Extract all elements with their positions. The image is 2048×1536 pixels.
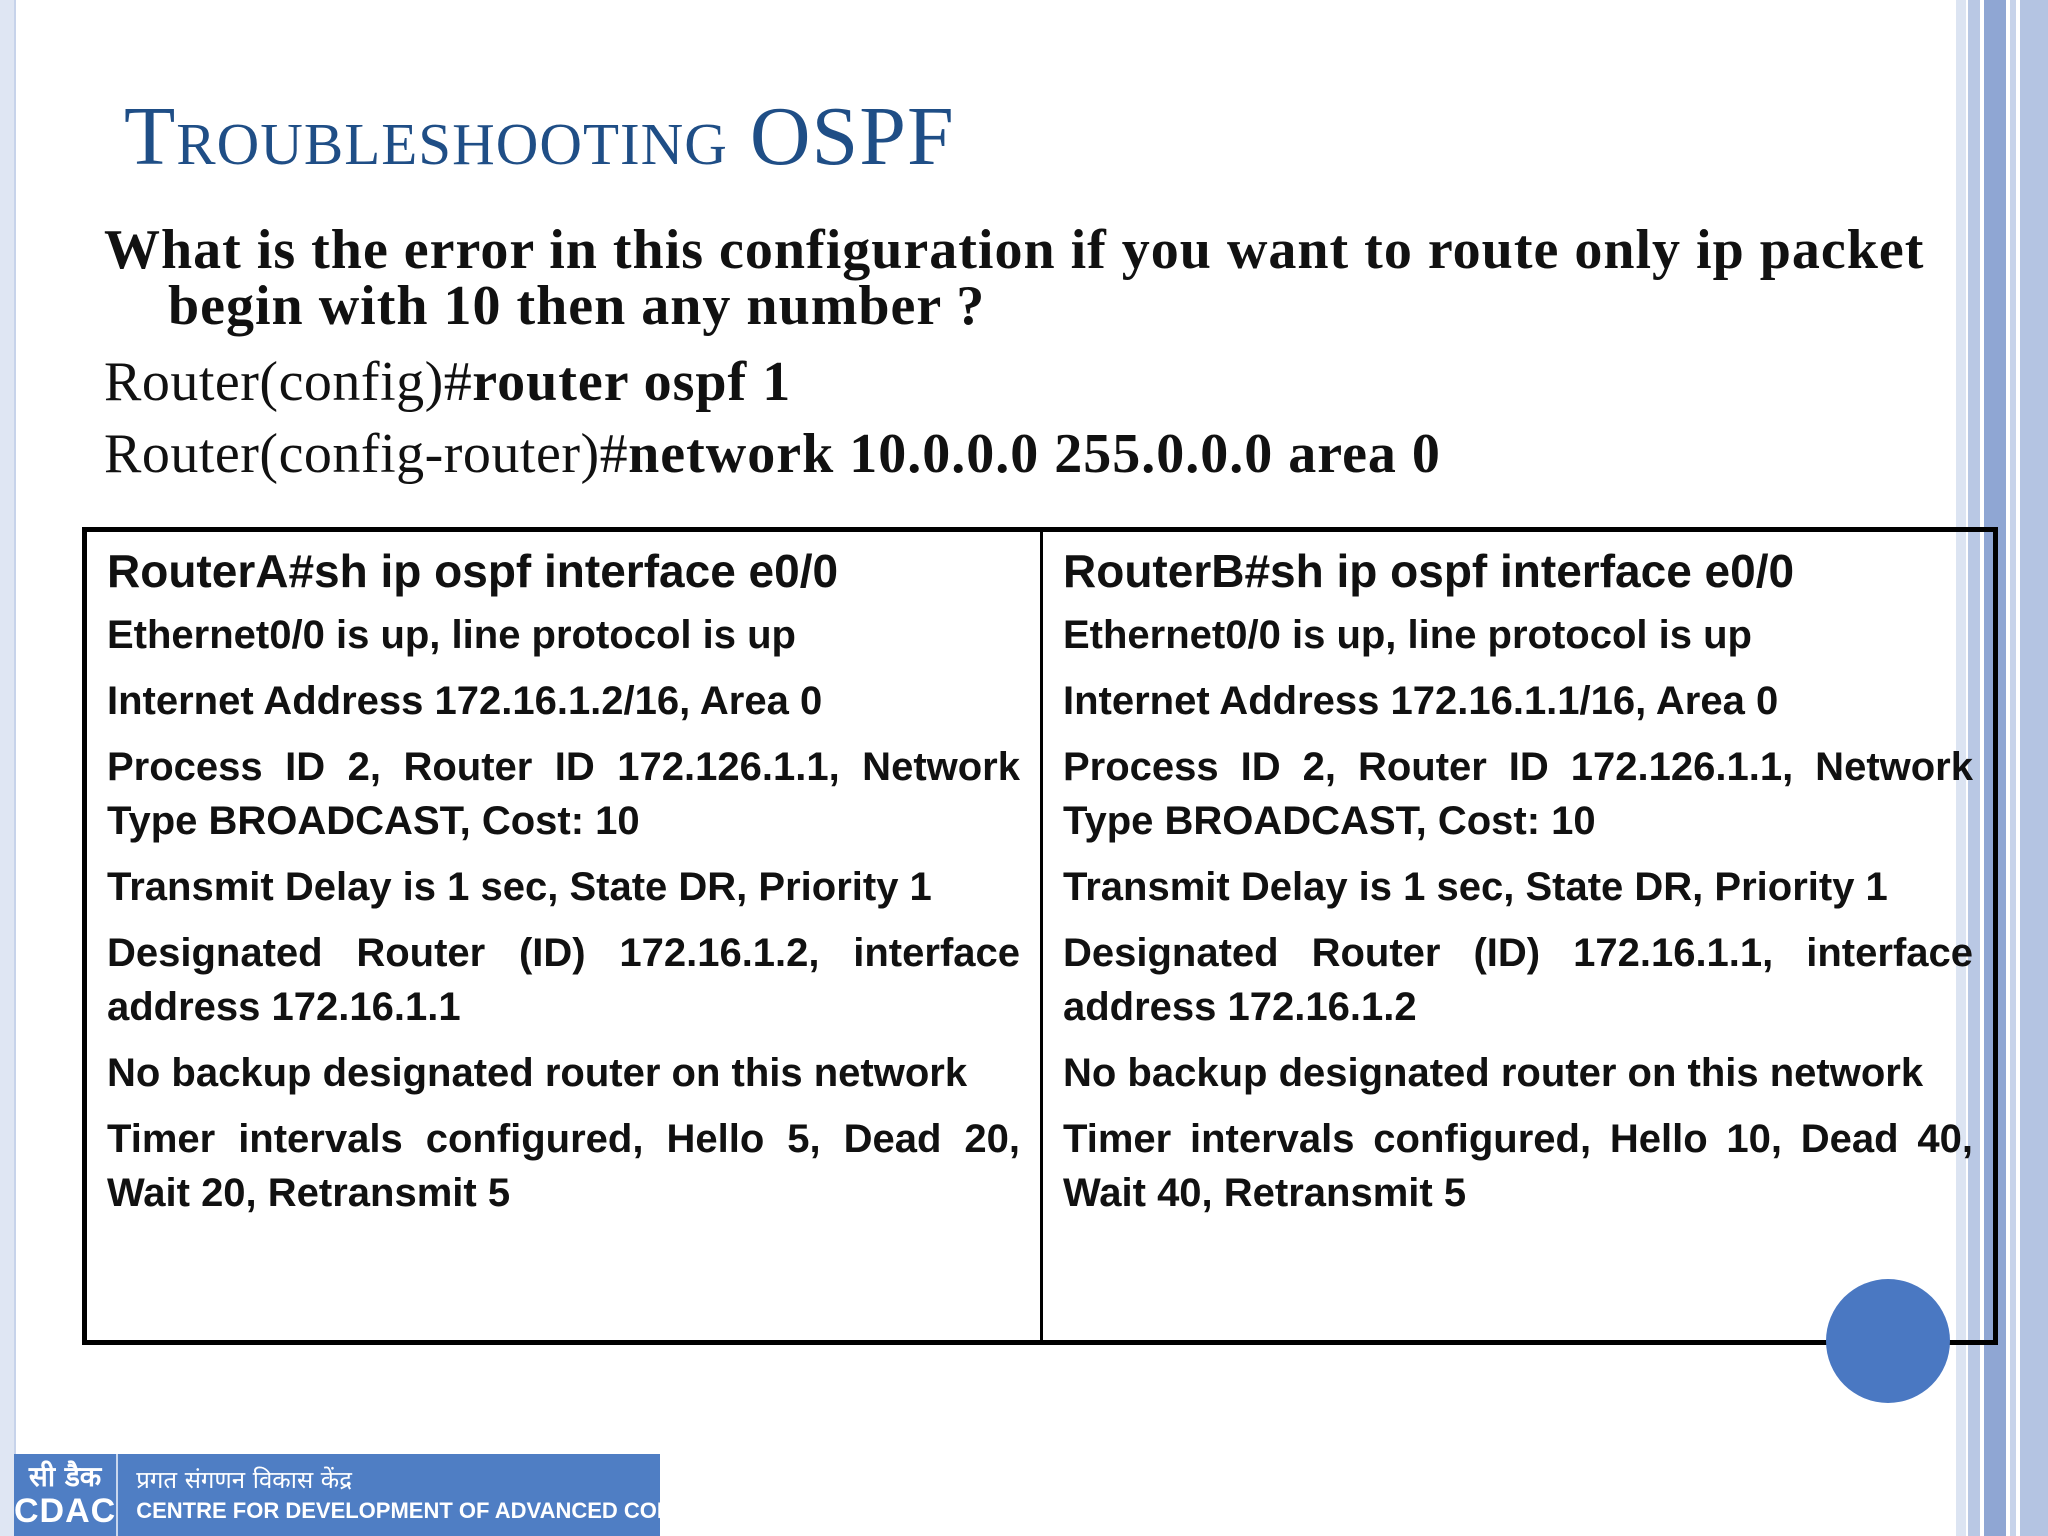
command-text: network 10.0.0.0 255.0.0.0 area 0 bbox=[628, 423, 1441, 485]
command-line-1 bbox=[104, 350, 791, 414]
logo-hindi-name: प्रगत संगणन विकास केंद्र bbox=[136, 1466, 352, 1494]
decorative-circle bbox=[1826, 1279, 1950, 1403]
router-a-line: Designated Router (ID) 172.16.1.2, interface address 172.16.1.1 bbox=[107, 931, 1020, 1029]
stripe bbox=[2020, 0, 2048, 1536]
cdac-logo-text bbox=[118, 1464, 758, 1526]
command-text: router ospf 1 bbox=[472, 351, 792, 413]
router-b-header: RouterB#sh ip ospf interface e0/0 bbox=[1063, 545, 1795, 597]
cdac-logo bbox=[14, 1454, 759, 1536]
router-b-line: Transmit Delay is 1 sec, State DR, Priority 1 bbox=[1063, 865, 1888, 909]
router-b-line: Process ID 2, Router ID 172.126.1.1, Network Type BROADCAST, Cost: 10 bbox=[1063, 745, 1973, 843]
router-b-line: Internet Address 172.16.1.1/16, Area 0 bbox=[1063, 679, 1779, 723]
command-prompt: Router(config)# bbox=[104, 351, 473, 413]
router-a-header: RouterA#sh ip ospf interface e0/0 bbox=[107, 545, 839, 597]
router-b-line: Designated Router (ID) 172.16.1.1, interface address 172.16.1.2 bbox=[1063, 931, 1973, 1029]
question-text: What is the error in this configuration if you want to route only ip packet begin with 10 then any number ? bbox=[104, 219, 1925, 337]
router-a-line: Internet Address 172.16.1.2/16, Area 0 bbox=[107, 679, 823, 723]
logo-mark-english: CDAC bbox=[14, 1492, 117, 1530]
router-a-line: Timer intervals configured, Hello 5, Dead 20, Wait 20, Retransmit 5 bbox=[107, 1117, 1020, 1215]
router-a-line: No backup designated router on this network bbox=[107, 1051, 968, 1095]
left-edge-bar bbox=[0, 0, 16, 1536]
router-a-line: Transmit Delay is 1 sec, State DR, Priority 1 bbox=[107, 865, 932, 909]
router-a-column bbox=[87, 532, 1040, 1340]
slide-title: Troubleshooting OSPF bbox=[124, 90, 955, 183]
router-b-line: Timer intervals configured, Hello 10, Dead 40, Wait 40, Retransmit 5 bbox=[1063, 1117, 1973, 1215]
router-a-line: Process ID 2, Router ID 172.126.1.1, Network Type BROADCAST, Cost: 10 bbox=[107, 745, 1020, 843]
router-b-line: Ethernet0/0 is up, line protocol is up bbox=[1063, 613, 1752, 657]
stripe bbox=[2010, 0, 2016, 1536]
router-a-line: Ethernet0/0 is up, line protocol is up bbox=[107, 613, 796, 657]
cdac-logo-mark bbox=[14, 1454, 118, 1536]
router-b-column bbox=[1040, 532, 1993, 1340]
logo-english-name: CENTRE FOR DEVELOPMENT OF ADVANCED COMPUTING bbox=[136, 1498, 759, 1523]
router-b-line: No backup designated router on this network bbox=[1063, 1051, 1924, 1095]
ospf-comparison-table bbox=[82, 527, 1998, 1345]
command-line-2 bbox=[104, 422, 1441, 486]
command-prompt: Router(config-router)# bbox=[104, 423, 629, 485]
logo-mark-hindi: सी डैक bbox=[28, 1460, 102, 1493]
